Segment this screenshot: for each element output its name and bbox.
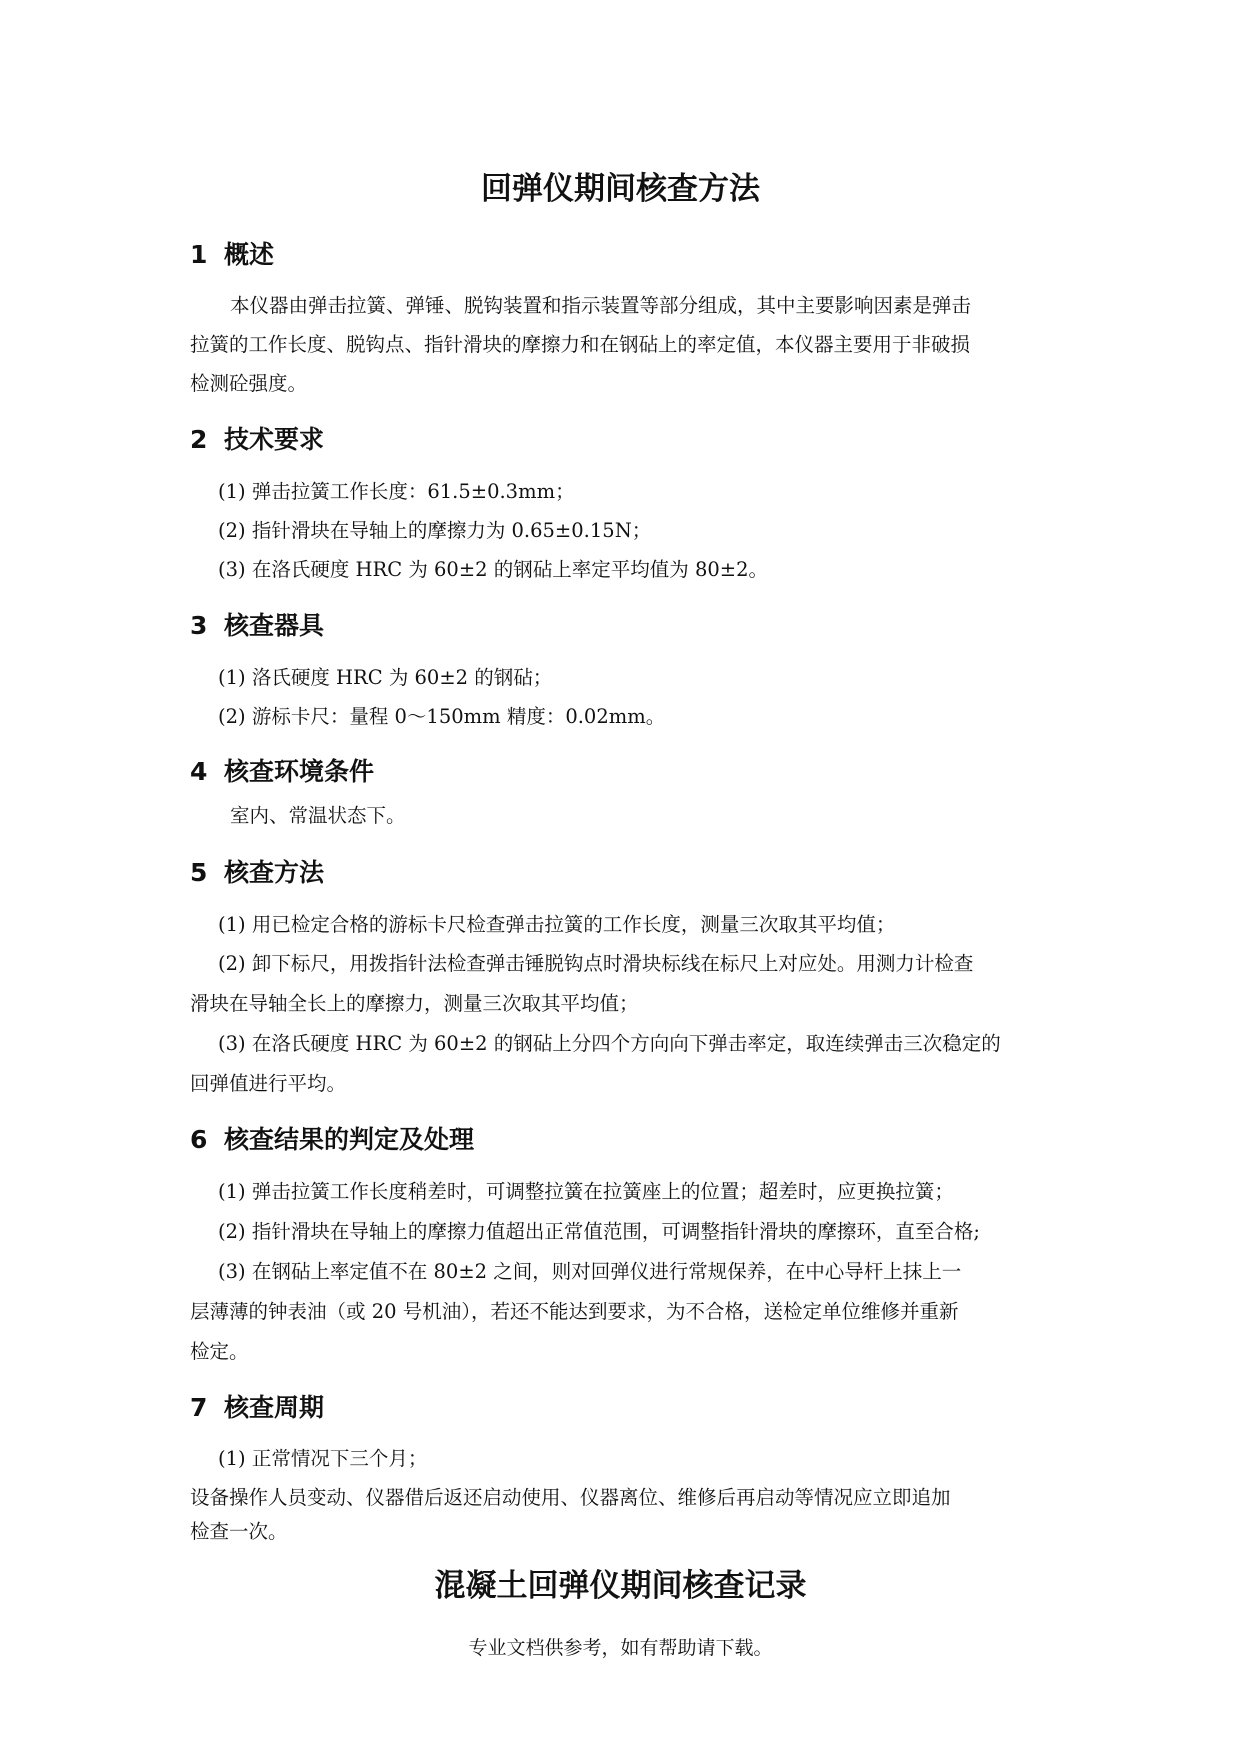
paragraph-line: (1) 正常情况下三个月； bbox=[218, 1447, 428, 1470]
section-title: 概述 bbox=[224, 240, 275, 269]
section-heading-5 bbox=[190, 853, 324, 889]
section-heading-4 bbox=[190, 752, 374, 788]
paragraph-line: 室内、常温状态下。 bbox=[230, 804, 406, 827]
section-title: 核查周期 bbox=[224, 1393, 325, 1422]
list-item: (3) 在洛氏硬度 HRC 为 60±2 的钢砧上率定平均值为 80±2。 bbox=[218, 558, 769, 581]
paragraph-line: 设备操作人员变动、仪器借后返还启动使用、仪器离位、维修后再启动等情况应立即追加 bbox=[190, 1486, 951, 1509]
section-number: 4 bbox=[190, 757, 208, 786]
paragraph-line: 本仪器由弹击拉簧、弹锤、脱钩装置和指示装置等部分组成，其中主要影响因素是弹击 bbox=[230, 294, 972, 317]
paragraph-line: 检查一次。 bbox=[190, 1520, 288, 1543]
section-heading-6 bbox=[190, 1120, 474, 1156]
paragraph-line: 拉簧的工作长度、脱钩点、指针滑块的摩擦力和在钢砧上的率定值，本仪器主要用于非破损 bbox=[190, 333, 971, 356]
paragraph-line: (2) 指针滑块在导轴上的摩擦力值超出正常值范围，可调整指针滑块的摩擦环，直至合格; bbox=[218, 1220, 980, 1243]
paragraph-line: 层薄薄的钟表油（或 20 号机油），若还不能达到要求，为不合格，送检定单位维修并重新 bbox=[190, 1300, 959, 1323]
section-title: 技术要求 bbox=[224, 425, 325, 454]
section-title: 核查结果的判定及处理 bbox=[224, 1125, 475, 1154]
section-heading-2 bbox=[190, 420, 324, 456]
paragraph-line: 回弹值进行平均。 bbox=[190, 1072, 347, 1095]
section-title: 核查环境条件 bbox=[224, 757, 375, 786]
paragraph-line: (1) 用已检定合格的游标卡尺检查弹击拉簧的工作长度，测量三次取其平均值； bbox=[218, 913, 896, 936]
record-title: 混凝土回弹仪期间核查记录 bbox=[434, 1568, 807, 1604]
section-number: 5 bbox=[190, 858, 208, 887]
paragraph-line: (2) 卸下标尺，用拨指针法检查弹击锤脱钩点时滑块标线在标尺上对应处。用测力计检查 bbox=[218, 952, 974, 975]
section-heading-7 bbox=[190, 1388, 324, 1424]
list-item: (2) 指针滑块在导轴上的摩擦力为 0.65±0.15N； bbox=[218, 519, 652, 542]
paragraph-line: 滑块在导轴全长上的摩擦力，测量三次取其平均值； bbox=[190, 992, 639, 1015]
paragraph-line: (1) 弹击拉簧工作长度稍差时，可调整拉簧在拉簧座上的位置；超差时，应更换拉簧； bbox=[218, 1180, 954, 1203]
section-title: 核查器具 bbox=[224, 611, 325, 640]
paragraph-line: (3) 在钢砧上率定值不在 80±2 之间，则对回弹仪进行常规保养，在中心导杆上抹上一 bbox=[218, 1260, 962, 1283]
section-number: 7 bbox=[190, 1393, 208, 1422]
page-footer: 专业文档供参考，如有帮助请下载。 bbox=[468, 1637, 773, 1659]
paragraph-line: 检定。 bbox=[190, 1340, 249, 1363]
paragraph-line: (3) 在洛氏硬度 HRC 为 60±2 的钢砧上分四个方向向下弹击率定，取连续弹击三次稳定的 bbox=[218, 1032, 1001, 1055]
list-item: (2) 游标卡尺：量程 0～150mm 精度：0.02mm。 bbox=[218, 705, 666, 728]
section-number: 2 bbox=[190, 425, 208, 454]
section-number: 6 bbox=[190, 1125, 208, 1154]
section-number: 3 bbox=[190, 611, 208, 640]
list-item: (1) 洛氏硬度 HRC 为 60±2 的钢砧； bbox=[218, 666, 553, 689]
section-title: 核查方法 bbox=[224, 858, 325, 887]
paragraph-line: 检测砼强度。 bbox=[190, 372, 308, 395]
section-heading-1 bbox=[190, 235, 274, 271]
section-number: 1 bbox=[190, 240, 208, 269]
document-title: 回弹仪期间核查方法 bbox=[481, 171, 760, 207]
list-item: (1) 弹击拉簧工作长度：61.5±0.3mm； bbox=[218, 480, 575, 503]
section-heading-3 bbox=[190, 606, 324, 642]
